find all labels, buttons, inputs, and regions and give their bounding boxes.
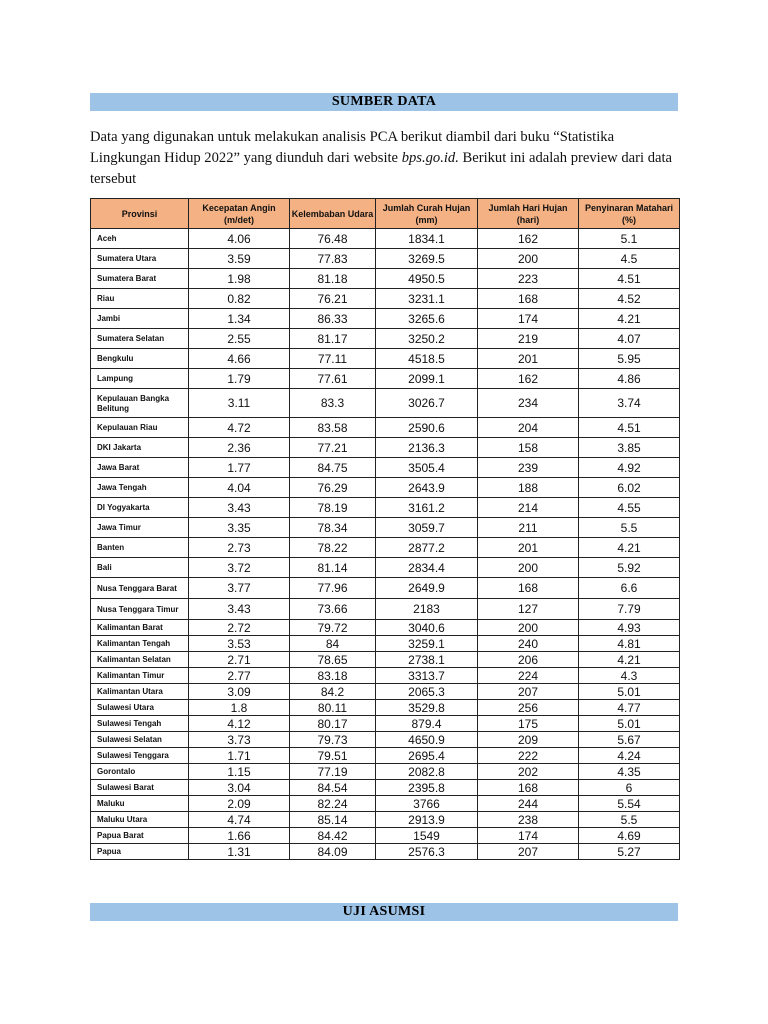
curah-hujan-cell: 2099.1	[376, 369, 478, 389]
penyinaran-cell: 4.81	[579, 636, 680, 652]
penyinaran-cell: 4.21	[579, 309, 680, 329]
provinsi-cell: Maluku	[91, 796, 189, 812]
penyinaran-cell: 5.67	[579, 732, 680, 748]
curah-hujan-cell: 2913.9	[376, 812, 478, 828]
provinsi-cell: Jawa Tengah	[91, 478, 189, 498]
kelembaban-cell: 73.66	[290, 599, 376, 620]
kecepatan-angin-cell: 1.98	[189, 269, 290, 289]
kecepatan-angin-cell: 4.12	[189, 716, 290, 732]
kelembaban-cell: 76.48	[290, 229, 376, 249]
kelembaban-cell: 78.22	[290, 538, 376, 558]
kelembaban-cell: 84.42	[290, 828, 376, 844]
hari-hujan-cell: 127	[478, 599, 579, 620]
curah-hujan-cell: 1834.1	[376, 229, 478, 249]
table-row	[91, 780, 680, 796]
kelembaban-cell: 79.51	[290, 748, 376, 764]
kecepatan-angin-cell: 1.71	[189, 748, 290, 764]
hari-hujan-cell: 206	[478, 652, 579, 668]
penyinaran-cell: 5.01	[579, 684, 680, 700]
kelembaban-cell: 80.11	[290, 700, 376, 716]
table-row	[91, 518, 680, 538]
penyinaran-cell: 4.35	[579, 764, 680, 780]
kecepatan-angin-cell: 3.72	[189, 558, 290, 578]
provinsi-cell: Bengkulu	[91, 349, 189, 369]
column-header-kelembaban-udara: Kelembaban Udara	[290, 199, 376, 229]
hari-hujan-cell: 240	[478, 636, 579, 652]
table-row	[91, 458, 680, 478]
intro-text-after: Berikut ini adalah preview dari data tersebut	[90, 150, 673, 187]
curah-hujan-cell: 2590.6	[376, 418, 478, 438]
kecepatan-angin-cell: 2.55	[189, 329, 290, 349]
kelembaban-cell: 85.14	[290, 812, 376, 828]
kelembaban-cell: 81.14	[290, 558, 376, 578]
table-row	[91, 599, 680, 620]
hari-hujan-cell: 204	[478, 418, 579, 438]
table-header-row	[91, 199, 680, 229]
kelembaban-cell: 77.83	[290, 249, 376, 269]
curah-hujan-cell: 2649.9	[376, 578, 478, 599]
hari-hujan-cell: 234	[478, 389, 579, 418]
data-table	[90, 198, 680, 860]
kecepatan-angin-cell: 2.77	[189, 668, 290, 684]
table-row	[91, 478, 680, 498]
curah-hujan-cell: 2183	[376, 599, 478, 620]
table-row	[91, 700, 680, 716]
penyinaran-cell: 6.6	[579, 578, 680, 599]
intro-text-before: Data yang digunakan untuk melakukan analisis PCA berikut diambil dari buku “Statistika Lingkungan Hidup 2022” yang diunduh dari website	[90, 129, 615, 166]
penyinaran-cell: 4.51	[579, 418, 680, 438]
kelembaban-cell: 84.75	[290, 458, 376, 478]
hari-hujan-cell: 200	[478, 249, 579, 269]
kelembaban-cell: 82.24	[290, 796, 376, 812]
table-row	[91, 652, 680, 668]
provinsi-cell: Maluku Utara	[91, 812, 189, 828]
provinsi-cell: Jambi	[91, 309, 189, 329]
penyinaran-cell: 4.21	[579, 538, 680, 558]
table-row	[91, 748, 680, 764]
kecepatan-angin-cell: 2.09	[189, 796, 290, 812]
provinsi-cell: Sumatera Barat	[91, 269, 189, 289]
kecepatan-angin-cell: 2.71	[189, 652, 290, 668]
table-row	[91, 636, 680, 652]
table-body	[91, 229, 680, 860]
kecepatan-angin-cell: 4.72	[189, 418, 290, 438]
penyinaran-cell: 5.5	[579, 518, 680, 538]
penyinaran-cell: 5.1	[579, 229, 680, 249]
penyinaran-cell: 3.85	[579, 438, 680, 458]
penyinaran-cell: 4.93	[579, 620, 680, 636]
penyinaran-cell: 5.95	[579, 349, 680, 369]
kecepatan-angin-cell: 3.11	[189, 389, 290, 418]
provinsi-cell: Kepulauan Bangka Belitung	[91, 389, 189, 418]
penyinaran-cell: 4.51	[579, 269, 680, 289]
penyinaran-cell: 7.79	[579, 599, 680, 620]
provinsi-cell: DKI Jakarta	[91, 438, 189, 458]
kelembaban-cell: 86.33	[290, 309, 376, 329]
kecepatan-angin-cell: 4.06	[189, 229, 290, 249]
table-row	[91, 249, 680, 269]
provinsi-cell: Bali	[91, 558, 189, 578]
provinsi-cell: Papua	[91, 844, 189, 860]
kelembaban-cell: 78.19	[290, 498, 376, 518]
table-row	[91, 812, 680, 828]
table-row	[91, 329, 680, 349]
penyinaran-cell: 5.27	[579, 844, 680, 860]
curah-hujan-cell: 3059.7	[376, 518, 478, 538]
kelembaban-cell: 77.11	[290, 349, 376, 369]
curah-hujan-cell: 2877.2	[376, 538, 478, 558]
curah-hujan-cell: 2065.3	[376, 684, 478, 700]
kelembaban-cell: 83.18	[290, 668, 376, 684]
provinsi-cell: Aceh	[91, 229, 189, 249]
hari-hujan-cell: 209	[478, 732, 579, 748]
hari-hujan-cell: 244	[478, 796, 579, 812]
penyinaran-cell: 5.01	[579, 716, 680, 732]
provinsi-cell: Nusa Tenggara Timur	[91, 599, 189, 620]
curah-hujan-cell: 3161.2	[376, 498, 478, 518]
provinsi-cell: Nusa Tenggara Barat	[91, 578, 189, 599]
kecepatan-angin-cell: 3.09	[189, 684, 290, 700]
hari-hujan-cell: 158	[478, 438, 579, 458]
hari-hujan-cell: 202	[478, 764, 579, 780]
kelembaban-cell: 84.54	[290, 780, 376, 796]
penyinaran-cell: 4.3	[579, 668, 680, 684]
hari-hujan-cell: 200	[478, 558, 579, 578]
table-row	[91, 668, 680, 684]
provinsi-cell: Kalimantan Timur	[91, 668, 189, 684]
table-row	[91, 498, 680, 518]
curah-hujan-cell: 3505.4	[376, 458, 478, 478]
hari-hujan-cell: 222	[478, 748, 579, 764]
kelembaban-cell: 77.21	[290, 438, 376, 458]
hari-hujan-cell: 174	[478, 828, 579, 844]
curah-hujan-cell: 3269.5	[376, 249, 478, 269]
provinsi-cell: Sumatera Selatan	[91, 329, 189, 349]
table-row	[91, 684, 680, 700]
provinsi-cell: Sumatera Utara	[91, 249, 189, 269]
kecepatan-angin-cell: 0.82	[189, 289, 290, 309]
hari-hujan-cell: 162	[478, 369, 579, 389]
penyinaran-cell: 5.5	[579, 812, 680, 828]
kecepatan-angin-cell: 1.8	[189, 700, 290, 716]
curah-hujan-cell: 4518.5	[376, 349, 478, 369]
provinsi-cell: Kalimantan Utara	[91, 684, 189, 700]
curah-hujan-cell: 3766	[376, 796, 478, 812]
kecepatan-angin-cell: 4.04	[189, 478, 290, 498]
hari-hujan-cell: 162	[478, 229, 579, 249]
hari-hujan-cell: 188	[478, 478, 579, 498]
kelembaban-cell: 83.3	[290, 389, 376, 418]
kecepatan-angin-cell: 2.72	[189, 620, 290, 636]
provinsi-cell: Sulawesi Tenggara	[91, 748, 189, 764]
kelembaban-cell: 81.17	[290, 329, 376, 349]
table-row	[91, 558, 680, 578]
table-row	[91, 309, 680, 329]
curah-hujan-cell: 3265.6	[376, 309, 478, 329]
table-row	[91, 844, 680, 860]
curah-hujan-cell: 879.4	[376, 716, 478, 732]
kelembaban-cell: 78.34	[290, 518, 376, 538]
curah-hujan-cell: 3250.2	[376, 329, 478, 349]
kecepatan-angin-cell: 1.31	[189, 844, 290, 860]
curah-hujan-cell: 4650.9	[376, 732, 478, 748]
kecepatan-angin-cell: 1.15	[189, 764, 290, 780]
kecepatan-angin-cell: 3.43	[189, 498, 290, 518]
provinsi-cell: Gorontalo	[91, 764, 189, 780]
table-row	[91, 796, 680, 812]
table-row	[91, 828, 680, 844]
hari-hujan-cell: 239	[478, 458, 579, 478]
curah-hujan-cell: 2082.8	[376, 764, 478, 780]
hari-hujan-cell: 256	[478, 700, 579, 716]
kelembaban-cell: 81.18	[290, 269, 376, 289]
hari-hujan-cell: 175	[478, 716, 579, 732]
table-row	[91, 620, 680, 636]
kelembaban-cell: 84.09	[290, 844, 376, 860]
table-row	[91, 289, 680, 309]
provinsi-cell: Jawa Barat	[91, 458, 189, 478]
table-row	[91, 438, 680, 458]
kecepatan-angin-cell: 3.35	[189, 518, 290, 538]
penyinaran-cell: 6.02	[579, 478, 680, 498]
kecepatan-angin-cell: 3.77	[189, 578, 290, 599]
kelembaban-cell: 80.17	[290, 716, 376, 732]
kecepatan-angin-cell: 3.53	[189, 636, 290, 652]
table-row	[91, 716, 680, 732]
penyinaran-cell: 4.77	[579, 700, 680, 716]
kecepatan-angin-cell: 3.73	[189, 732, 290, 748]
kelembaban-cell: 77.96	[290, 578, 376, 599]
penyinaran-cell: 5.54	[579, 796, 680, 812]
kecepatan-angin-cell: 4.66	[189, 349, 290, 369]
kelembaban-cell: 76.21	[290, 289, 376, 309]
kelembaban-cell: 79.72	[290, 620, 376, 636]
kecepatan-angin-cell: 1.79	[189, 369, 290, 389]
curah-hujan-cell: 3026.7	[376, 389, 478, 418]
hari-hujan-cell: 238	[478, 812, 579, 828]
kelembaban-cell: 83.58	[290, 418, 376, 438]
hari-hujan-cell: 168	[478, 780, 579, 796]
kecepatan-angin-cell: 4.74	[189, 812, 290, 828]
penyinaran-cell: 4.52	[579, 289, 680, 309]
penyinaran-cell: 6	[579, 780, 680, 796]
curah-hujan-cell: 2643.9	[376, 478, 478, 498]
curah-hujan-cell: 1549	[376, 828, 478, 844]
provinsi-cell: Jawa Timur	[91, 518, 189, 538]
provinsi-cell: Kalimantan Barat	[91, 620, 189, 636]
table-row	[91, 578, 680, 599]
provinsi-cell: Riau	[91, 289, 189, 309]
hari-hujan-cell: 219	[478, 329, 579, 349]
kecepatan-angin-cell: 2.36	[189, 438, 290, 458]
kelembaban-cell: 76.29	[290, 478, 376, 498]
penyinaran-cell: 4.24	[579, 748, 680, 764]
penyinaran-cell: 4.5	[579, 249, 680, 269]
curah-hujan-cell: 4950.5	[376, 269, 478, 289]
table-row	[91, 764, 680, 780]
column-header-provinsi: Provinsi	[91, 199, 189, 229]
hari-hujan-cell: 200	[478, 620, 579, 636]
provinsi-cell: Sulawesi Utara	[91, 700, 189, 716]
curah-hujan-cell: 2136.3	[376, 438, 478, 458]
table-row	[91, 269, 680, 289]
penyinaran-cell: 4.69	[579, 828, 680, 844]
hari-hujan-cell: 168	[478, 289, 579, 309]
hari-hujan-cell: 223	[478, 269, 579, 289]
kecepatan-angin-cell: 1.66	[189, 828, 290, 844]
intro-paragraph	[90, 127, 680, 190]
table-row	[91, 369, 680, 389]
kelembaban-cell: 78.65	[290, 652, 376, 668]
hari-hujan-cell: 207	[478, 684, 579, 700]
provinsi-cell: DI Yogyakarta	[91, 498, 189, 518]
penyinaran-cell: 4.21	[579, 652, 680, 668]
table-row	[91, 418, 680, 438]
provinsi-cell: Lampung	[91, 369, 189, 389]
kecepatan-angin-cell: 1.77	[189, 458, 290, 478]
penyinaran-cell: 4.55	[579, 498, 680, 518]
table-row	[91, 229, 680, 249]
column-header-hari-hujan: Jumlah Hari Hujan (hari)	[478, 199, 579, 229]
kecepatan-angin-cell: 3.04	[189, 780, 290, 796]
table-row	[91, 389, 680, 418]
column-header-kecepatan-angin: Kecepatan Angin (m/det)	[189, 199, 290, 229]
provinsi-cell: Kepulauan Riau	[91, 418, 189, 438]
table-row	[91, 732, 680, 748]
provinsi-cell: Kalimantan Tengah	[91, 636, 189, 652]
provinsi-cell: Papua Barat	[91, 828, 189, 844]
hari-hujan-cell: 211	[478, 518, 579, 538]
curah-hujan-cell: 3231.1	[376, 289, 478, 309]
provinsi-cell: Sulawesi Barat	[91, 780, 189, 796]
kecepatan-angin-cell: 3.59	[189, 249, 290, 269]
hari-hujan-cell: 201	[478, 349, 579, 369]
table-row	[91, 538, 680, 558]
provinsi-cell: Kalimantan Selatan	[91, 652, 189, 668]
penyinaran-cell: 5.92	[579, 558, 680, 578]
hari-hujan-cell: 207	[478, 844, 579, 860]
hari-hujan-cell: 168	[478, 578, 579, 599]
penyinaran-cell: 3.74	[579, 389, 680, 418]
curah-hujan-cell: 3313.7	[376, 668, 478, 684]
column-header-penyinaran-matahari: Penyinaran Matahari (%)	[579, 199, 680, 229]
penyinaran-cell: 4.07	[579, 329, 680, 349]
curah-hujan-cell: 2695.4	[376, 748, 478, 764]
curah-hujan-cell: 3529.8	[376, 700, 478, 716]
curah-hujan-cell: 2395.8	[376, 780, 478, 796]
section-header-sumber-data: SUMBER DATA	[90, 93, 678, 111]
column-header-curah-hujan: Jumlah Curah Hujan (mm)	[376, 199, 478, 229]
hari-hujan-cell: 224	[478, 668, 579, 684]
provinsi-cell: Sulawesi Tengah	[91, 716, 189, 732]
penyinaran-cell: 4.86	[579, 369, 680, 389]
hari-hujan-cell: 174	[478, 309, 579, 329]
curah-hujan-cell: 2738.1	[376, 652, 478, 668]
provinsi-cell: Sulawesi Selatan	[91, 732, 189, 748]
website-name: bps.go.id.	[401, 150, 459, 166]
section-header-uji-asumsi: UJI ASUMSI	[90, 903, 678, 921]
curah-hujan-cell: 2834.4	[376, 558, 478, 578]
kelembaban-cell: 84	[290, 636, 376, 652]
kelembaban-cell: 77.19	[290, 764, 376, 780]
curah-hujan-cell: 3040.6	[376, 620, 478, 636]
kecepatan-angin-cell: 1.34	[189, 309, 290, 329]
kecepatan-angin-cell: 3.43	[189, 599, 290, 620]
provinsi-cell: Banten	[91, 538, 189, 558]
kecepatan-angin-cell: 2.73	[189, 538, 290, 558]
hari-hujan-cell: 214	[478, 498, 579, 518]
curah-hujan-cell: 2576.3	[376, 844, 478, 860]
table-row	[91, 349, 680, 369]
curah-hujan-cell: 3259.1	[376, 636, 478, 652]
hari-hujan-cell: 201	[478, 538, 579, 558]
kelembaban-cell: 77.61	[290, 369, 376, 389]
kelembaban-cell: 84.2	[290, 684, 376, 700]
penyinaran-cell: 4.92	[579, 458, 680, 478]
kelembaban-cell: 79.73	[290, 732, 376, 748]
